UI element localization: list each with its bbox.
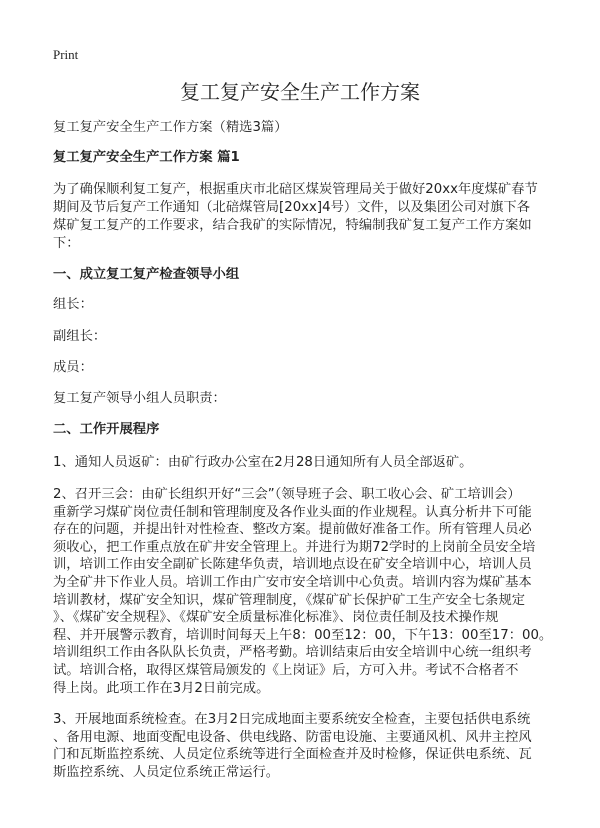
page-title: 复工复产安全生产工作方案 — [180, 80, 420, 104]
members-label: 成员： — [53, 360, 93, 375]
text-line: 程、并开展警示教育，培训时间每天上午8：00至12：00，下午13：00至17：00。 — [53, 627, 553, 643]
text-line: 门和瓦斯监控系统、人员定位系统等进行全面检查并及时检修，保证供电系统、瓦 — [53, 747, 532, 763]
text-line: 培训组织工作由各队队长负责，严格考勤。培训结束后由安全培训中心统一组织考 — [53, 645, 532, 661]
text-line: 得上岗。此项工作在3月2日前完成。 — [53, 680, 270, 696]
print-link[interactable]: Print — [53, 47, 79, 62]
text-line: 训，培训工作由安全副矿长陈建华负责，培训地点设在矿安全培训中心，培训人员 — [53, 557, 532, 573]
section-heading: 复工复产安全生产工作方案 篇1 — [53, 150, 240, 165]
item-1: 1、通知人员返矿：由矿行政办公室在2月28日通知所有人员全部返矿。 — [53, 455, 473, 470]
heading-2: 二、工作开展程序 — [53, 422, 160, 437]
text-line: 为全矿井下作业人员。培训工作由广安市安全培训中心负责。培训内容为煤矿基本 — [53, 574, 532, 590]
text-line: 为了确保顺利复工复产，根据重庆市北碚区煤炭管理局关于做好20xx年度煤矿春节 — [53, 182, 538, 197]
subtitle: 复工复产安全生产工作方案（精选3篇） — [53, 120, 288, 135]
text-line: 须收心，把工作重点放在矿井安全管理上。并进行为期72学时的上岗前全员安全培 — [53, 539, 536, 555]
item-2-paragraph — [53, 486, 552, 697]
text-line: 斯监控系统、人员定位系统正常运行。 — [53, 765, 280, 781]
text-line: 、备用电源、地面变配电设备、供电线路、防雷电设施、主要通风机、风井主控风 — [53, 729, 532, 745]
duties-label: 复工复产领导小组人员职责： — [53, 391, 226, 406]
item-3-paragraph — [53, 711, 532, 782]
text-line: 重新学习煤矿岗位责任制和管理制度及各作业头面的作业规程。认真分析井下可能 — [53, 504, 532, 520]
leader-label: 组长： — [53, 297, 93, 312]
text-line: 试。培训合格，取得区煤管局颁发的《上岗证》后，方可入井。考试不合格者不 — [53, 662, 519, 678]
text-line: 存在的问题，并提出针对性检查、整改方案。提前做好准备工作。所有管理人员必 — [53, 522, 532, 538]
text-line: 3、开展地面系统检查。在3月2日完成地面主要系统安全检查，主要包括供电系统 — [53, 712, 531, 727]
text-line: 培训教材，煤矿安全知识，煤矿管理制度，《煤矿矿长保护矿工生产安全七条规定 — [53, 592, 526, 608]
text-line: 期间及节后复产工作通知（北碚煤管局[20xx]4号）文件，以及集团公司对旗下各 — [53, 200, 530, 215]
intro-paragraph — [53, 181, 538, 253]
heading-1: 一、成立复工复产检查领导小组 — [53, 267, 240, 282]
text-line: 煤矿复工复产的工作要求，结合我矿的实际情况，特编制我矿复工复产工作方案如 — [53, 218, 532, 233]
text-line: 下： — [53, 236, 80, 251]
deputy-leader-label: 副组长： — [53, 329, 107, 344]
text-line: 》、《煤矿安全规程》、《煤矿安全质量标准化标准》、岗位责任制及技术操作规 — [53, 610, 499, 626]
text-line: 2、召开三会：由矿长组织开好“三会”（领导班子会、职工收心会、矿工培训会） — [53, 487, 521, 502]
